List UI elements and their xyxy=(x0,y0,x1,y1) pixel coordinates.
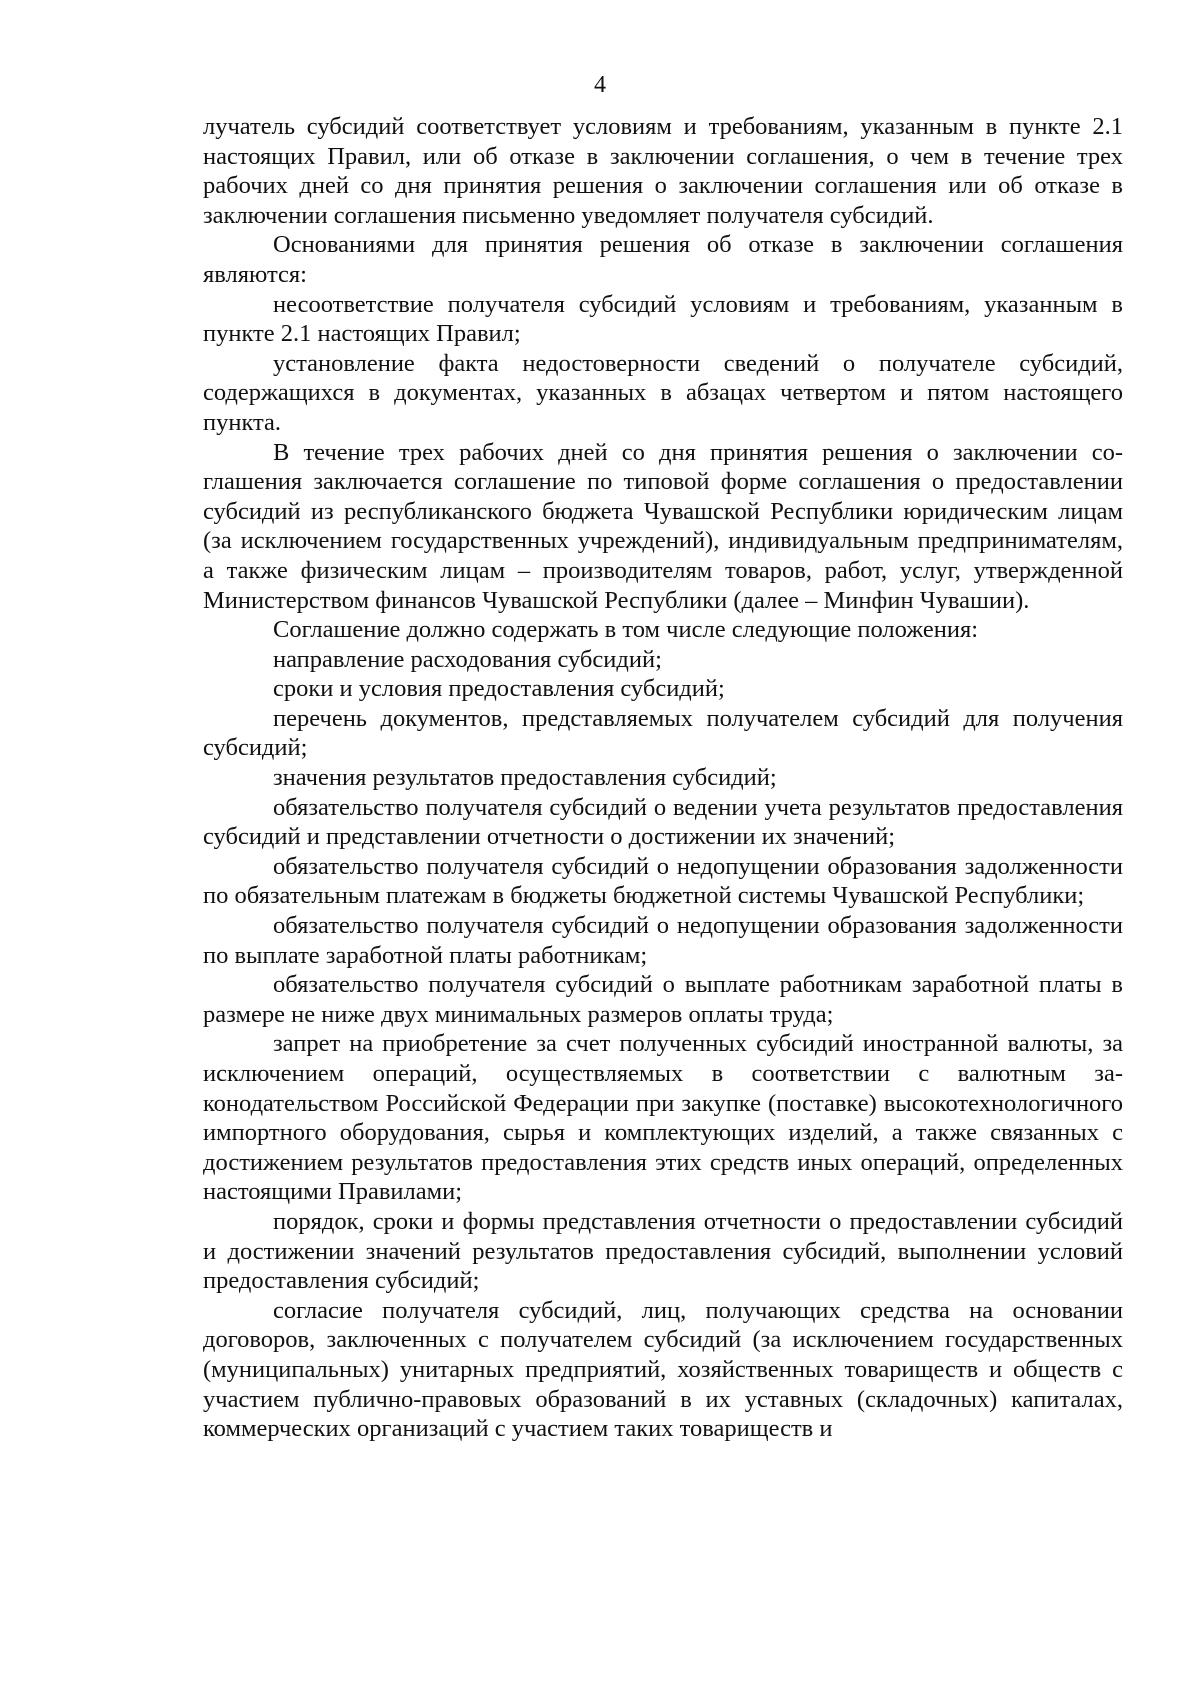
paragraph: несоответствие получателя субсидий условиям и требованиям, указанным в пункте 2.1 настоящих Правил; xyxy=(203,290,1123,348)
paragraph: В течение трех рабочих дней со дня принятия решения о заключении соглашения заключается соглашение по типовой форме соглашения о предоставлении субсидий из республиканского бюджета Чувашской Республики юридическим лицам (за исключением государственных учреждений), индивидуальным предпринимателям, а также физическим лицам – производителям товаров, работ, услуг, утвержденной Министерством финансов Чувашской Республики (далее – Минфин Чувашии). xyxy=(203,438,1123,614)
paragraph: направление расходования субсидий; xyxy=(273,645,662,673)
paragraph: обязательство получателя субсидий о недопущении образования задолженности по выплате заработной платы работникам; xyxy=(203,912,1123,969)
paragraph: обязательство получателя субсидий о ведении учета результатов предоставления субсидий и представлении отчетности о достижении их значений; xyxy=(203,793,1123,851)
paragraph: согласие получателя субсидий, лиц, получающих средства на основании договоров, заключенных с получателем субсидий (за исключением государственных (муниципальных) унитарных предприятий, хозяйственных товариществ и обществ с участием публично-правовых образований в их уставных (складочных) капиталах, коммерческих организаций с участием таких товариществ и xyxy=(203,1296,1123,1443)
page-number: 4 xyxy=(594,72,606,98)
paragraph: запрет на приобретение за счет полученных субсидий иностранной валюты, за исключением операций, осуществляемых в соответствии с валютным законодательством Российской Федерации при закупке (поставке) высокотехнологичного импортного оборудования, сырья и комплектующих изделий, а также связанных с достижением результатов предоставления этих средств иных операций, определенных настоящими Правилами; xyxy=(203,1030,1123,1206)
paragraph: обязательство получателя субсидий о недопущении образования задолженности по обязательным платежам в бюджеты бюджетной системы Чувашской Республики; xyxy=(203,852,1123,910)
paragraph: перечень документов, представляемых получателем субсидий для получения субсидий; xyxy=(203,704,1123,762)
paragraph: порядок, сроки и формы представления отчетности о предоставлении субсидий и достижении значений результатов предоставления субсидий, выполнении условий предоставления субсидий; xyxy=(203,1207,1123,1295)
document-body xyxy=(203,112,1123,1444)
paragraph: обязательство получателя субсидий о выплате работникам заработной платы в размере не ниже двух минимальных размеров оплаты труда; xyxy=(203,971,1123,1028)
paragraph: значения результатов предоставления субсидий; xyxy=(273,764,777,792)
paragraph-continuation: лучатель субсидий соответствует условиям и требованиям, указанным в пункте 2.1 настоящих Правил, или об отказе в заключении соглашения, о чем в течение трех рабочих дней со дня принятия решения о заключении соглашения или об отказе в заключении соглашения письменно уведомляет получателя субсидий. xyxy=(203,113,1123,229)
paragraph: сроки и условия предоставления субсидий; xyxy=(273,675,725,703)
paragraph: Основаниями для принятия решения об отказе в заключении соглашения являются: xyxy=(203,231,1123,288)
paragraph: установление факта недостоверности сведений о получателе субсидий, содержащихся в документах, указанных в абзацах четвертом и пятом настоящего пункта. xyxy=(203,349,1123,436)
paragraph: Соглашение должно содержать в том числе следующие положения: xyxy=(273,616,979,644)
